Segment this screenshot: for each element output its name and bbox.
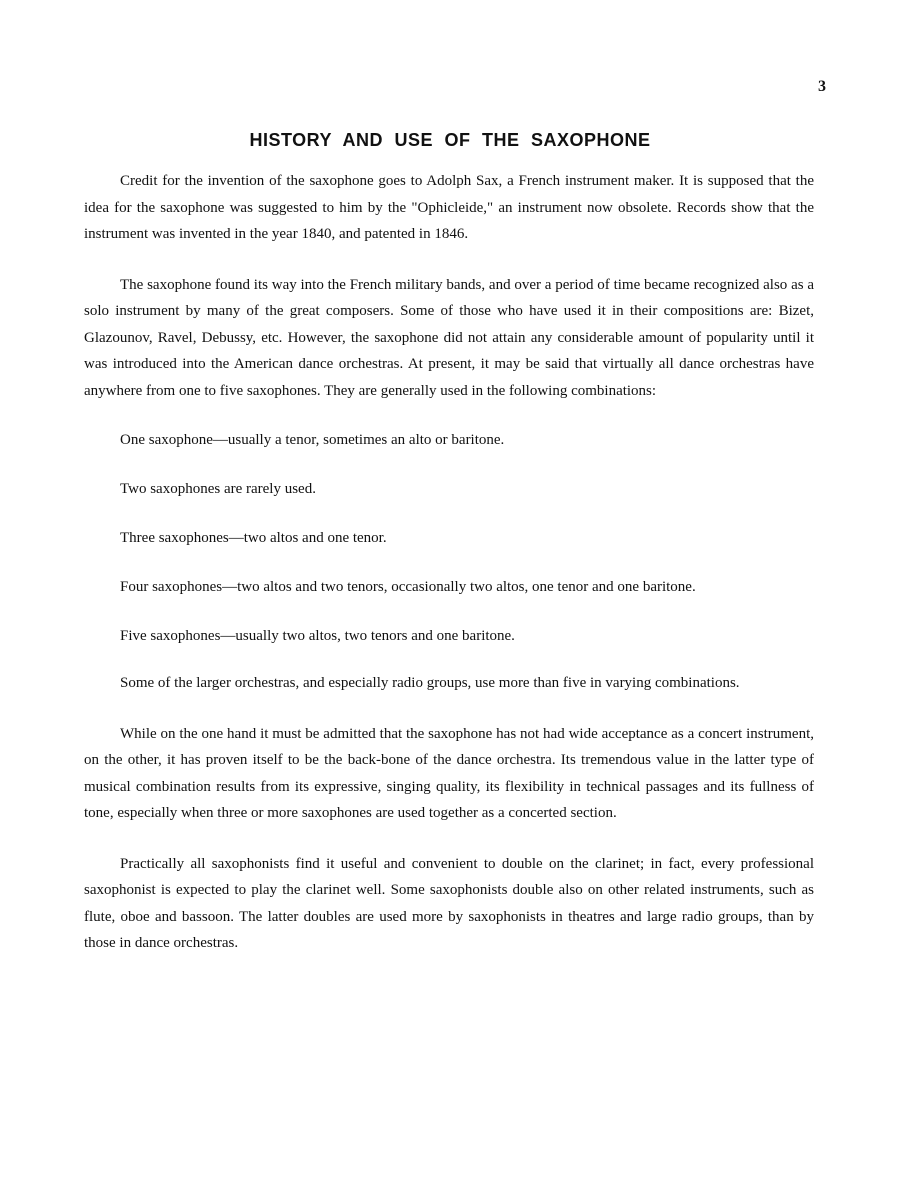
paragraph-spacer (84, 827, 814, 851)
paragraph-popularity: The saxophone found its way into the French military bands, and over a period of time became recognized also as a solo instrument by many of the great composers. Some of those who have used it in their compositions are: Bizet, Glazounov, Ravel, Debussy, etc. However, the saxophone did not attain any considerable amount of popularity until it was introduced into the American dance orchestras. At present, it may be said that virtually all dance orchestras have anywhere from one to five saxophones. They are generally used in the following combinations: (84, 276, 814, 399)
list-item: Four saxophones—two altos and two tenors, occasionally two altos, one tenor and one baritone. (120, 579, 696, 595)
page-title: HISTORY AND USE OF THE SAXOPHONE (249, 130, 651, 150)
list-item: One saxophone—usually a tenor, sometimes an alto or baritone. (120, 432, 505, 448)
paragraph-spacer (84, 697, 814, 721)
paragraph-acceptance: While on the one hand it must be admitted that the saxophone has not had wide acceptance as a concert instrument, on the other, it has proven itself to be the back-bone of the dance orchestra. Its tremendous value in the latter type of musical combination results from its expressive, singing quality, its flexibility in technical passages and its fullness of tone, especially when three or more saxophones are used together as a concerted section. (84, 725, 814, 821)
paragraph-invention: Credit for the invention of the saxophone goes to Adolph Sax, a French instrument maker. It is supposed that the idea for the saxophone was suggested to him by the "Ophicleide," an instrument now obsolete. Records show that the instrument was invented in the year 1840, and patented in 1846. (84, 173, 814, 242)
list-item: Three saxophones—two altos and one tenor. (120, 530, 387, 546)
paragraph-doubling: Practically all saxophonists find it useful and convenient to double on the clarinet; in fact, every professional saxophonist is expected to play the clarinet well. Some saxophonists double also on other related instruments, such as flute, oboe and bassoon. The latter doubles are used more by saxophonists in theatres and large radio groups, than by those in dance orchestras. (84, 855, 814, 951)
combinations-list (84, 427, 814, 672)
list-item: Five saxophones—usually two altos, two tenors and one baritone. (120, 628, 515, 644)
paragraph-spacer (84, 248, 814, 272)
list-item: Two saxophones are rarely used. (120, 481, 316, 497)
paragraph-larger-orchestras: Some of the larger orchestras, and especially radio groups, use more than five in varying combinations. (120, 675, 740, 691)
page-number: 3 (818, 78, 826, 95)
document-body (84, 168, 814, 957)
